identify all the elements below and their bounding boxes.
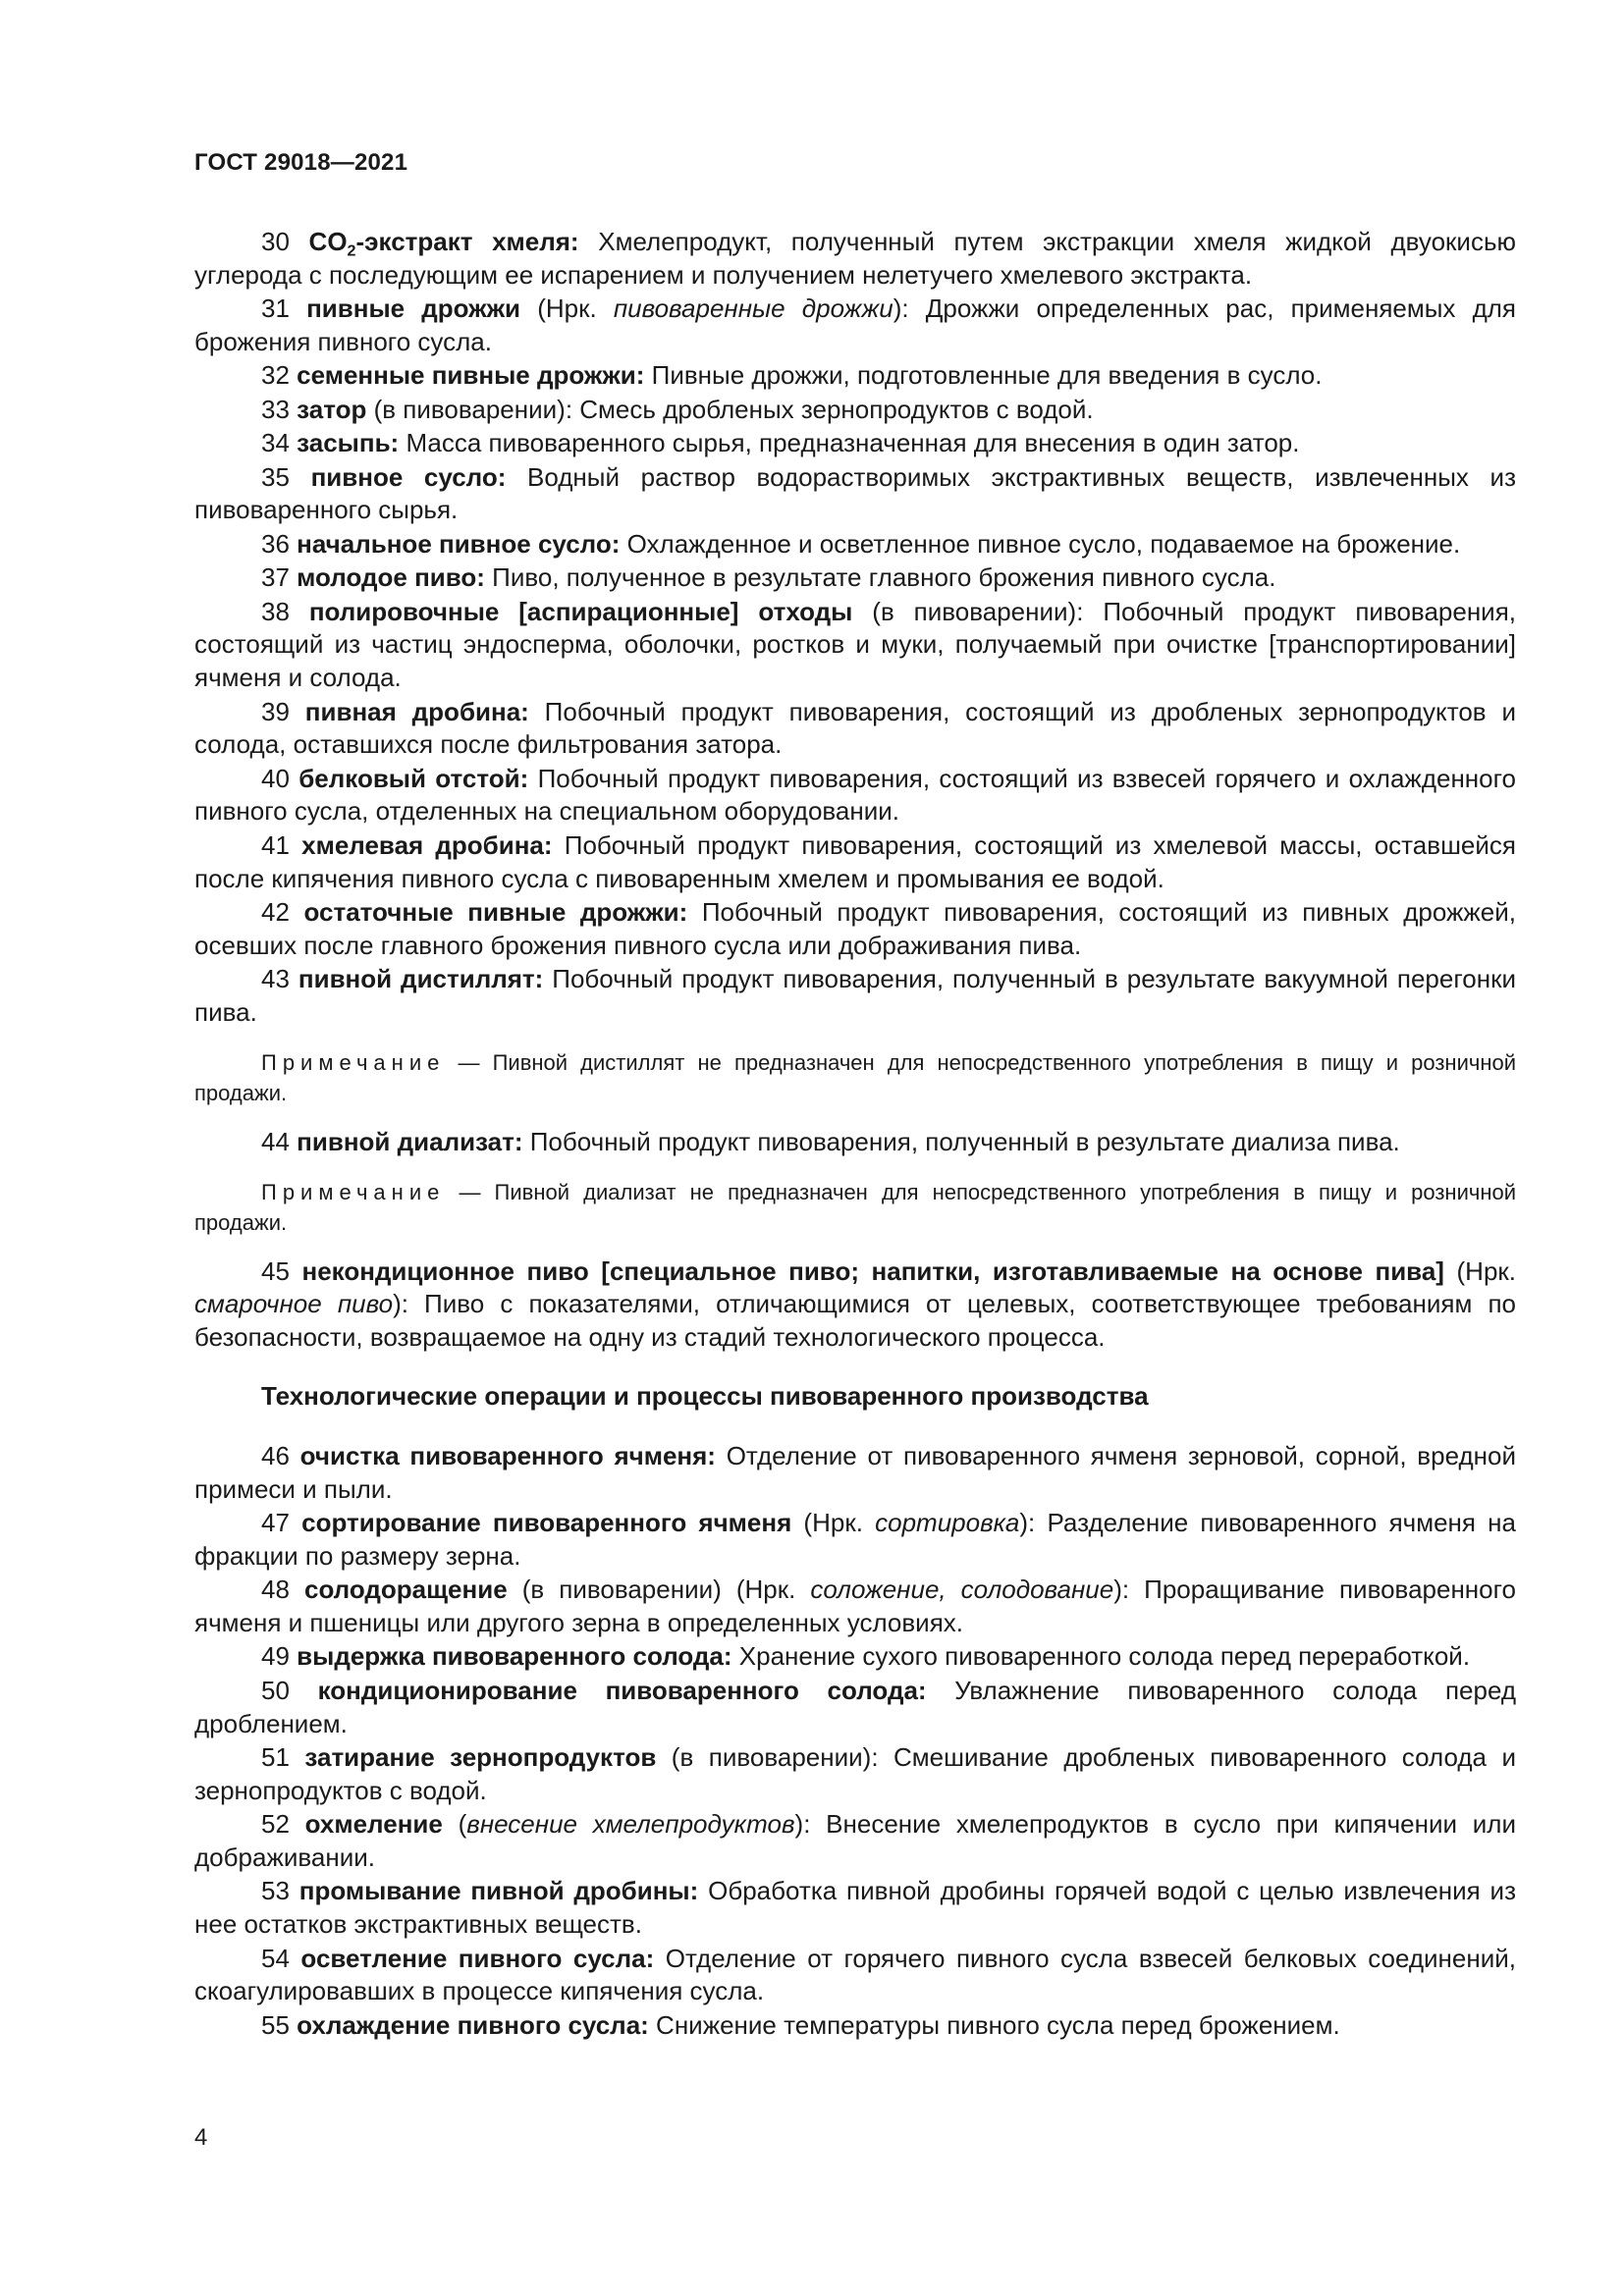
term-entry-37 bbox=[194, 561, 1516, 595]
entry-term: начальное пивное сусло: bbox=[297, 528, 621, 559]
entry-term: охмеление bbox=[304, 1809, 443, 1840]
entry-definition: Хмелепродукт, полученный путем экстракции хмеля жидкой двуокисью углерода с последующим ее испарением и получением нелетучего хмелевого экстракта. bbox=[194, 227, 1516, 290]
term-entry-46 bbox=[194, 1440, 1516, 1507]
term-entry-36 bbox=[194, 528, 1516, 561]
term-entry-34 bbox=[194, 427, 1516, 460]
term-entry-50 bbox=[194, 1675, 1516, 1741]
entry-term: полировочные [аспирационные] отходы bbox=[308, 596, 853, 626]
entry-number: 50 bbox=[261, 1675, 290, 1705]
entry-definition: Увлажнение пивоваренного солода перед дроблением. bbox=[194, 1675, 1517, 1738]
entry-definition: Охлажденное и осветленное пивное сусло, подаваемое на брожение. bbox=[620, 528, 1461, 559]
entry-term: пивное сусло: bbox=[310, 461, 507, 492]
entry-number: 49 bbox=[261, 1641, 290, 1672]
entry-number: 44 bbox=[261, 1126, 290, 1156]
entry-number: 43 bbox=[261, 964, 290, 994]
page-number: 4 bbox=[194, 2124, 208, 2151]
entry-nonrecommended-term: смарочное пиво bbox=[194, 1289, 394, 1319]
entry-term: пивная дробина: bbox=[304, 696, 529, 726]
entry-number: 53 bbox=[261, 1876, 290, 1906]
term-entry-55 bbox=[194, 2009, 1516, 2043]
entry-nonrecommended-term: соложение, солодование bbox=[810, 1575, 1114, 1605]
entry-definition: Отделение от пивоваренного ячменя зерновой, сорной, вредной примеси и пыли. bbox=[194, 1440, 1516, 1504]
section-heading: Технологические операции и процессы пивоваренного производства bbox=[261, 1381, 1149, 1412]
entry-number: 36 bbox=[261, 528, 290, 559]
entry-term: кондиционирование пивоваренного солода: bbox=[317, 1675, 927, 1705]
entry-definition: ): Проращивание пивоваренного ячменя и пшеницы или другого зерна в определенных условиях. bbox=[194, 1575, 1516, 1637]
entry-term: выдержка пивоваренного солода: bbox=[297, 1641, 732, 1672]
term-entry-45: 45 некондиционное пиво [специальное пиво; напитки, изготавливаемые на основе пива] (Нрк. смарочное пиво): Пиво с показателями, отличающимися от целевых, соответствующее требованиям по безопасности, возвращаемое на одну из стадий технологического процесса. bbox=[194, 1255, 1517, 1353]
entry-number: 31 bbox=[261, 294, 290, 324]
entry-number: 41 bbox=[261, 829, 290, 860]
entry-definition: Побочный продукт пивоварения, состоящий из взвесей горячего и охлажденного пивного сусла, отделенных на специальном оборудовании. bbox=[194, 763, 1516, 827]
entry-number: 37 bbox=[261, 562, 290, 593]
term-entry-44 bbox=[194, 1126, 1516, 1159]
term-entry-47: 47 сортирование пивоваренного ячменя (Нрк. сортировка): Разделение пивоваренного ячменя на фракции по размеру зерна. bbox=[194, 1508, 1516, 1571]
entry-number: 54 bbox=[261, 1943, 290, 1973]
entry-number: 39 bbox=[261, 696, 290, 726]
entry-definition: ): Внесение хмелепродуктов в сусло при кипячении или дображивании. bbox=[194, 1809, 1517, 1872]
entry-term: охлаждение пивного сусла: bbox=[297, 2009, 649, 2040]
document-header: ГОСТ 29018—2021 bbox=[194, 149, 408, 176]
entry-number: 40 bbox=[261, 763, 290, 793]
term-entry-48: 48 солодоращение (в пивоварении) (Нрк. соложение, солодование): Проращивание пивоваренного ячменя и пшеницы или другого зерна в определенных условиях. bbox=[194, 1575, 1516, 1637]
entry-term: осветление пивного сусла: bbox=[300, 1943, 655, 1973]
entry-definition: ): Разделение пивоваренного ячменя на фракции по размеру зерна. bbox=[194, 1508, 1516, 1571]
entry-number: 48 bbox=[261, 1575, 290, 1605]
entry-definition: Побочный продукт пивоварения, полученный в результате вакуумной перегонки пива. bbox=[194, 964, 1516, 1028]
entry-definition: Снижение температуры пивного сусла перед брожением. bbox=[648, 2009, 1340, 2040]
entry-number: 51 bbox=[261, 1741, 290, 1772]
note-text: — Пивной диализат не предназначен для непосредственного употребления в пищу и розничной продажи. bbox=[194, 1179, 1516, 1235]
term-entry-40 bbox=[194, 763, 1516, 829]
entry-number: 46 bbox=[261, 1440, 290, 1470]
term-entry-33 bbox=[194, 394, 1516, 427]
entry-definition: Побочный продукт пивоварения, состоящий из дробленых зернопродуктов и солода, оставшихся после фильтрования затора. bbox=[194, 696, 1516, 760]
entry-term: остаточные пивные дрожжи: bbox=[303, 897, 688, 928]
entry-definition: (в пивоварении): Побочный продукт пивоварения, состоящий из частиц эндосперма, оболочки, ростков и муки, получаемый при очистке [транспортировании] ячменя и солода. bbox=[194, 596, 1517, 693]
note-43 bbox=[194, 1047, 1516, 1108]
entry-definition: Обработка пивной дробины горячей водой с целью извлечения из нее остатков экстрактивных веществ. bbox=[194, 1876, 1516, 1940]
entry-term: очистка пивоваренного ячменя: bbox=[299, 1440, 716, 1470]
term-entry-49 bbox=[194, 1640, 1516, 1674]
entry-number: 33 bbox=[261, 394, 290, 424]
entry-number: 35 bbox=[261, 461, 290, 492]
entry-definition: ): Дрожжи определенных рас, применяемых для брожения пивного сусла. bbox=[194, 294, 1516, 356]
entry-number: 42 bbox=[261, 897, 290, 928]
note-label: Примечание bbox=[261, 1179, 446, 1204]
document-body bbox=[194, 226, 1516, 2043]
term-entry-53 bbox=[194, 1875, 1516, 1942]
entry-number: 52 bbox=[261, 1809, 290, 1840]
term-entry-38 bbox=[194, 596, 1516, 695]
note-44 bbox=[194, 1177, 1516, 1238]
entry-term: $CO_2$-экстракт хмеля: bbox=[308, 227, 579, 260]
entry-definition: (в пивоварении): Смешивание дробленых пивоваренного солода и зернопродуктов с водой. bbox=[194, 1741, 1516, 1805]
entry-synonym-term: внесение хмелепродуктов bbox=[466, 1809, 795, 1840]
entry-term: сортирование пивоваренного ячменя bbox=[301, 1508, 792, 1538]
entry-nonrecommended-term: пивоваренные дрожжи bbox=[613, 294, 893, 324]
entry-term: некондиционное пиво [специальное пиво; напитки, изготавливаемые на основе пива] bbox=[301, 1255, 1444, 1286]
term-entry-51 bbox=[194, 1741, 1516, 1808]
entry-definition: Отделение от горячего пивного сусла взвесей белковых соединений, скоагулировавших в процессе кипячения сусла. bbox=[194, 1943, 1516, 2006]
entry-number: 34 bbox=[261, 428, 290, 458]
term-entry-35 bbox=[194, 461, 1516, 528]
entry-number: 32 bbox=[261, 360, 290, 391]
entry-term: затор bbox=[297, 394, 367, 424]
term-entry-43 bbox=[194, 963, 1516, 1030]
entry-definition: Хранение сухого пивоваренного солода перед переработкой. bbox=[731, 1641, 1471, 1672]
entry-term: пивной диализат: bbox=[297, 1126, 523, 1156]
term-entry-41 bbox=[194, 829, 1516, 896]
entry-term: солодоращение bbox=[303, 1575, 508, 1605]
note-text: — Пивной дистиллят не предназначен для непосредственного употребления в пищу и розничной продажи. bbox=[194, 1049, 1516, 1105]
entry-definition: Пивные дрожжи, подготовленные для введения в сусло. bbox=[644, 360, 1323, 391]
entry-term: пивные дрожжи bbox=[306, 294, 521, 324]
term-entry-42 bbox=[194, 896, 1516, 963]
entry-number: 45 bbox=[261, 1255, 290, 1286]
term-entry-32 bbox=[194, 359, 1516, 393]
entry-number: 55 bbox=[261, 2009, 290, 2040]
entry-definition: ): Пиво с показателями, отличающимися от целевых, соответствующее требованиям по безопасности, возвращаемое на одну из стадий технологического процесса. bbox=[194, 1289, 1517, 1353]
entry-definition: Водный раствор водорастворимых экстрактивных веществ, извлеченных из пивоваренного сырья. bbox=[194, 461, 1517, 525]
entry-term: хмелевая дробина: bbox=[301, 829, 553, 860]
entry-term: затирание зернопродуктов bbox=[304, 1741, 657, 1772]
entry-term: молодое пиво: bbox=[297, 562, 485, 593]
entry-definition: Побочный продукт пивоварения, состоящий из хмелевой массы, оставшейся после кипячения пивного сусла с пивоваренным хмелем и промывания ее водой. bbox=[194, 829, 1516, 893]
entry-definition: Пиво, полученное в результате главного брожения пивного сусла. bbox=[484, 562, 1276, 593]
entry-number: 30 bbox=[261, 227, 290, 256]
entry-definition: (в пивоварении): Смесь дробленых зернопродуктов с водой. bbox=[366, 394, 1094, 424]
entry-term: семенные пивные дрожжи: bbox=[297, 360, 645, 391]
note-label: Примечание bbox=[261, 1049, 446, 1075]
entry-term: пивной дистиллят: bbox=[298, 964, 544, 994]
term-entry-54 bbox=[194, 1943, 1516, 2009]
entry-nonrecommended-term: сортировка bbox=[875, 1508, 1020, 1538]
term-entry-30 bbox=[194, 226, 1516, 293]
entry-term: засыпь: bbox=[297, 428, 400, 458]
term-entry-52: 52 охмеление (внесение хмелепродуктов): Внесение хмелепродуктов в сусло при кипячении или дображивании. bbox=[194, 1809, 1517, 1872]
entry-definition: Побочный продукт пивоварения, полученный в результате диализа пива. bbox=[522, 1126, 1400, 1156]
entry-number: 38 bbox=[261, 596, 290, 626]
term-entry-39 bbox=[194, 696, 1516, 763]
entry-definition: Масса пивоваренного сырья, предназначенная для внесения в один затор. bbox=[399, 428, 1300, 458]
entry-number: 47 bbox=[261, 1508, 290, 1538]
entry-term: белковый отстой: bbox=[298, 763, 529, 793]
entry-definition: Побочный продукт пивоварения, состоящий из пивных дрожжей, осевших после главного брожения пивного сусла или дображивания пива. bbox=[194, 897, 1517, 960]
term-entry-31: 31 пивные дрожжи (Нрк. пивоваренные дрожжи): Дрожжи определенных рас, применяемых для брожения пивного сусла. bbox=[194, 294, 1516, 356]
entry-term: промывание пивной дробины: bbox=[298, 1876, 699, 1906]
